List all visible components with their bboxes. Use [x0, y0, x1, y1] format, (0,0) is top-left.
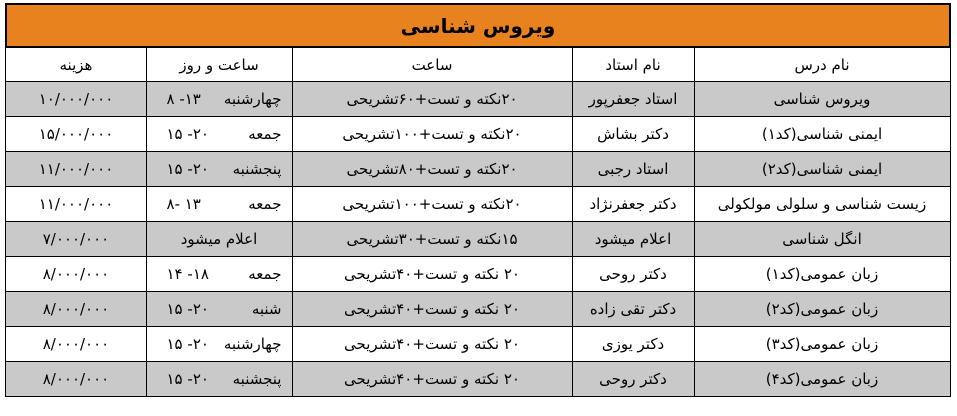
teacher-name: استاد جعفرپور	[572, 82, 694, 117]
schedule-cell	[146, 187, 292, 222]
course-name: زبان عمومی(کد۱)	[694, 257, 950, 292]
teacher-name: دکتر روحی	[572, 362, 694, 397]
schedule-cell	[146, 82, 292, 117]
teacher-name: دکتر یوزی	[572, 327, 694, 362]
schedule-day: چهارشنبه	[223, 90, 282, 108]
course-cost: ۸/۰۰۰/۰۰۰	[6, 292, 146, 327]
session-hours: ۱۵نکته و تست+۳۰تشریحی	[292, 222, 572, 257]
table-title: ویروس شناسی	[6, 4, 950, 47]
course-name: انگل شناسی	[694, 222, 950, 257]
schedule-time: ۲۰- ۱۵	[166, 300, 209, 318]
table-row	[6, 362, 950, 397]
schedule-time: ۲۰- ۱۵	[166, 160, 209, 178]
table-row	[6, 117, 950, 152]
header-schedule: ساعت و روز	[146, 47, 292, 82]
course-table	[5, 3, 951, 397]
teacher-name: دکتر تقی زاده	[572, 292, 694, 327]
header-course: نام درس	[694, 47, 950, 82]
course-name: زبان عمومی(کد۲)	[694, 292, 950, 327]
course-name: زیست شناسی و سلولی مولکولی	[694, 187, 950, 222]
table-row	[6, 222, 950, 257]
teacher-name: اعلام میشود	[572, 222, 694, 257]
table-row	[6, 257, 950, 292]
schedule-day: پنجشنبه	[232, 370, 282, 388]
course-table-container	[7, 3, 951, 397]
course-name: زبان عمومی(کد۳)	[694, 327, 950, 362]
schedule-time: ۱۸- ۱۴	[166, 265, 209, 283]
title-row	[6, 4, 950, 47]
course-cost: ۸/۰۰۰/۰۰۰	[6, 257, 146, 292]
session-hours: ۲۰نکته و تست+۶۰تشریحی	[292, 82, 572, 117]
teacher-name: استاد رجبی	[572, 152, 694, 187]
schedule-cell	[146, 327, 292, 362]
schedule-day: پنجشنبه	[232, 160, 282, 178]
schedule-cell	[146, 117, 292, 152]
teacher-name: دکتر جعفرنژاد	[572, 187, 694, 222]
schedule-cell	[146, 152, 292, 187]
schedule-time: ۱۳ -۸	[166, 195, 201, 213]
course-name: زبان عمومی(کد۴)	[694, 362, 950, 397]
schedule-time: ۲۰- ۱۵	[166, 370, 209, 388]
teacher-name: دکتر روحی	[572, 257, 694, 292]
schedule-day: جمعه	[248, 195, 282, 213]
schedule-time: ۱۳- ۸	[166, 90, 201, 108]
course-cost: ۱۱/۰۰۰/۰۰۰	[6, 187, 146, 222]
session-hours: ۲۰ نکته و تست+۴۰تشریحی	[292, 257, 572, 292]
course-cost: ۱۰/۰۰۰/۰۰۰	[6, 82, 146, 117]
session-hours: ۲۰ نکته و تست+۴۰تشریحی	[292, 327, 572, 362]
header-cost: هزینه	[6, 47, 146, 82]
header-row	[6, 47, 950, 82]
schedule-day: اعلام میشود	[180, 230, 258, 248]
schedule-cell	[146, 257, 292, 292]
course-cost: ۷/۰۰۰/۰۰۰	[6, 222, 146, 257]
course-name: ویروس شناسی	[694, 82, 950, 117]
session-hours: ۲۰نکته و تست+۱۰۰تشریحی	[292, 187, 572, 222]
session-hours: ۲۰ نکته و تست+۴۰تشریحی	[292, 362, 572, 397]
table-row	[6, 152, 950, 187]
header-teacher: نام استاد	[572, 47, 694, 82]
schedule-time: ۲۰- ۱۵	[166, 335, 209, 353]
course-name: ایمنی شناسی(کد۲)	[694, 152, 950, 187]
table-row	[6, 327, 950, 362]
course-cost: ۱۱/۰۰۰/۰۰۰	[6, 152, 146, 187]
schedule-time: ۲۰- ۱۵	[166, 125, 209, 143]
schedule-cell	[146, 362, 292, 397]
session-hours: ۲۰ نکته و تست+۴۰تشریحی	[292, 292, 572, 327]
course-cost: ۸/۰۰۰/۰۰۰	[6, 327, 146, 362]
course-name: ایمنی شناسی(کد۱)	[694, 117, 950, 152]
table-row	[6, 187, 950, 222]
schedule-cell	[146, 222, 292, 257]
schedule-day: جمعه	[248, 125, 282, 143]
schedule-day: چهارشنبه	[223, 335, 282, 353]
course-cost: ۱۵/۰۰۰/۰۰۰	[6, 117, 146, 152]
schedule-day: جمعه	[248, 265, 282, 283]
table-row	[6, 292, 950, 327]
course-cost: ۸/۰۰۰/۰۰۰	[6, 362, 146, 397]
schedule-cell	[146, 292, 292, 327]
session-hours: ۲۰نکته و تست+۸۰تشریحی	[292, 152, 572, 187]
schedule-day: شنبه	[251, 300, 282, 318]
teacher-name: دکتر بشاش	[572, 117, 694, 152]
session-hours: ۲۰نکته و تست+۱۰۰تشریحی	[292, 117, 572, 152]
table-row	[6, 82, 950, 117]
header-hours: ساعت	[292, 47, 572, 82]
